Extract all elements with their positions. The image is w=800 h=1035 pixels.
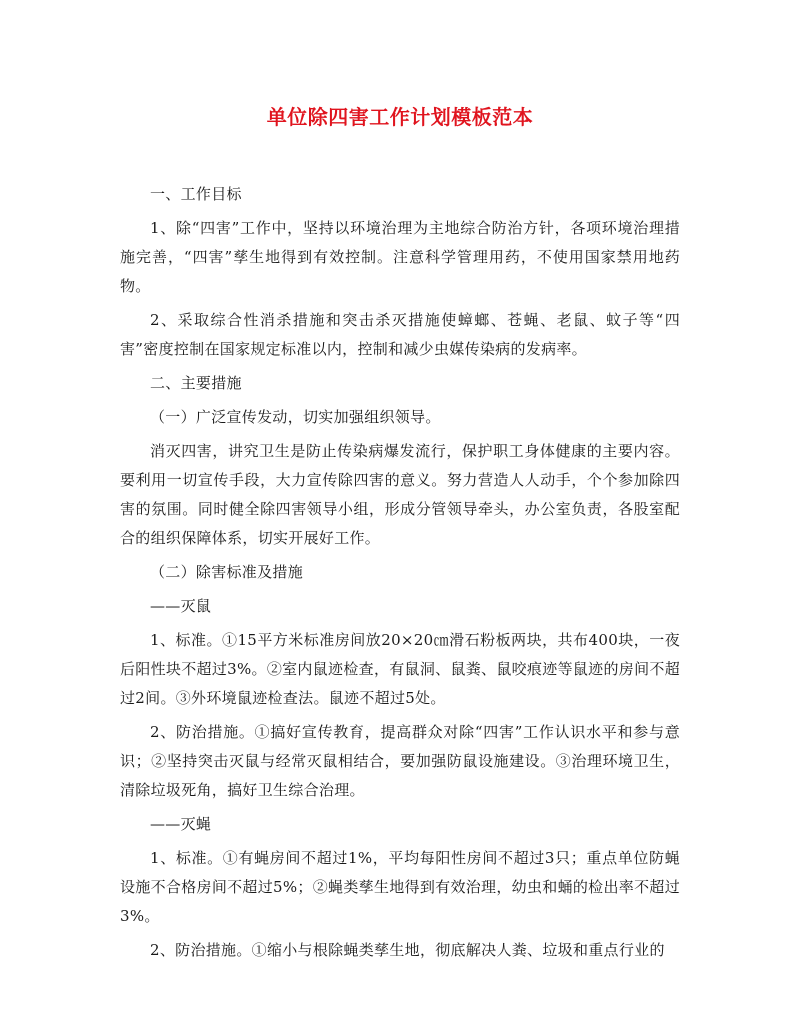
paragraph: 2、采取综合性消杀措施和突击杀灭措施使蟑螂、苍蝇、老鼠、蚊子等“四害”密度控制在国家规定标准以内，控制和减少虫媒传染病的发病率。 xyxy=(120,311,680,358)
paragraph: 1、标准。①有蝇房间不超过1%，平均每阳性房间不超过3只；重点单位防蝇设施不合格房间不超过5%；②蝇类孳生地得到有效治理，幼虫和蛹的检出率不超过3%。 xyxy=(120,849,680,925)
paragraph: 2、防治措施。①缩小与根除蝇类孳生地，彻底解决人粪、垃圾和重点行业的 xyxy=(150,941,665,959)
topic-heading: ——灭蝇 xyxy=(150,815,212,833)
section-heading: 一、工作目标 xyxy=(150,185,242,203)
subsection-heading: （一）广泛宣传发动，切实加强组织领导。 xyxy=(150,408,441,426)
subsection-heading: （二）除害标准及措施 xyxy=(150,563,304,581)
paragraph: 1、标准。①15平方米标准房间放20×20㎝滑石粉板两块，共布400块，一夜后阳性块不超过3%。②室内鼠迹检查，有鼠洞、鼠粪、鼠咬痕迹等鼠迹的房间不超过2间。③外环境鼠迹检查法。鼠迹不超过5处。 xyxy=(120,631,680,707)
topic-heading: ——灭鼠 xyxy=(150,597,212,615)
paragraph: 消灭四害，讲究卫生是防止传染病爆发流行，保护职工身体健康的主要内容。要利用一切宣传手段，大力宣传除四害的意义。努力营造人人动手，个个参加除四害的氛围。同时健全除四害领导小组，形成分管领导牵头，办公室负责，各股室配合的组织保障体系，切实开展好工作。 xyxy=(120,442,680,547)
section-heading: 二、主要措施 xyxy=(150,374,242,392)
document-title: 单位除四害工作计划模板范本 xyxy=(266,105,534,129)
paragraph: 2、防治措施。①搞好宣传教育，提高群众对除“四害”工作认识水平和参与意识；②坚持突击灭鼠与经常灭鼠相结合，要加强防鼠设施建设。③治理环境卫生，清除垃圾死角，搞好卫生综合治理。 xyxy=(120,723,680,799)
paragraph: 1、除“四害”工作中，坚持以环境治理为主地综合防治方针，各项环境治理措施完善，“四害”孳生地得到有效控制。注意科学管理用药，不使用国家禁用地药物。 xyxy=(120,219,680,295)
